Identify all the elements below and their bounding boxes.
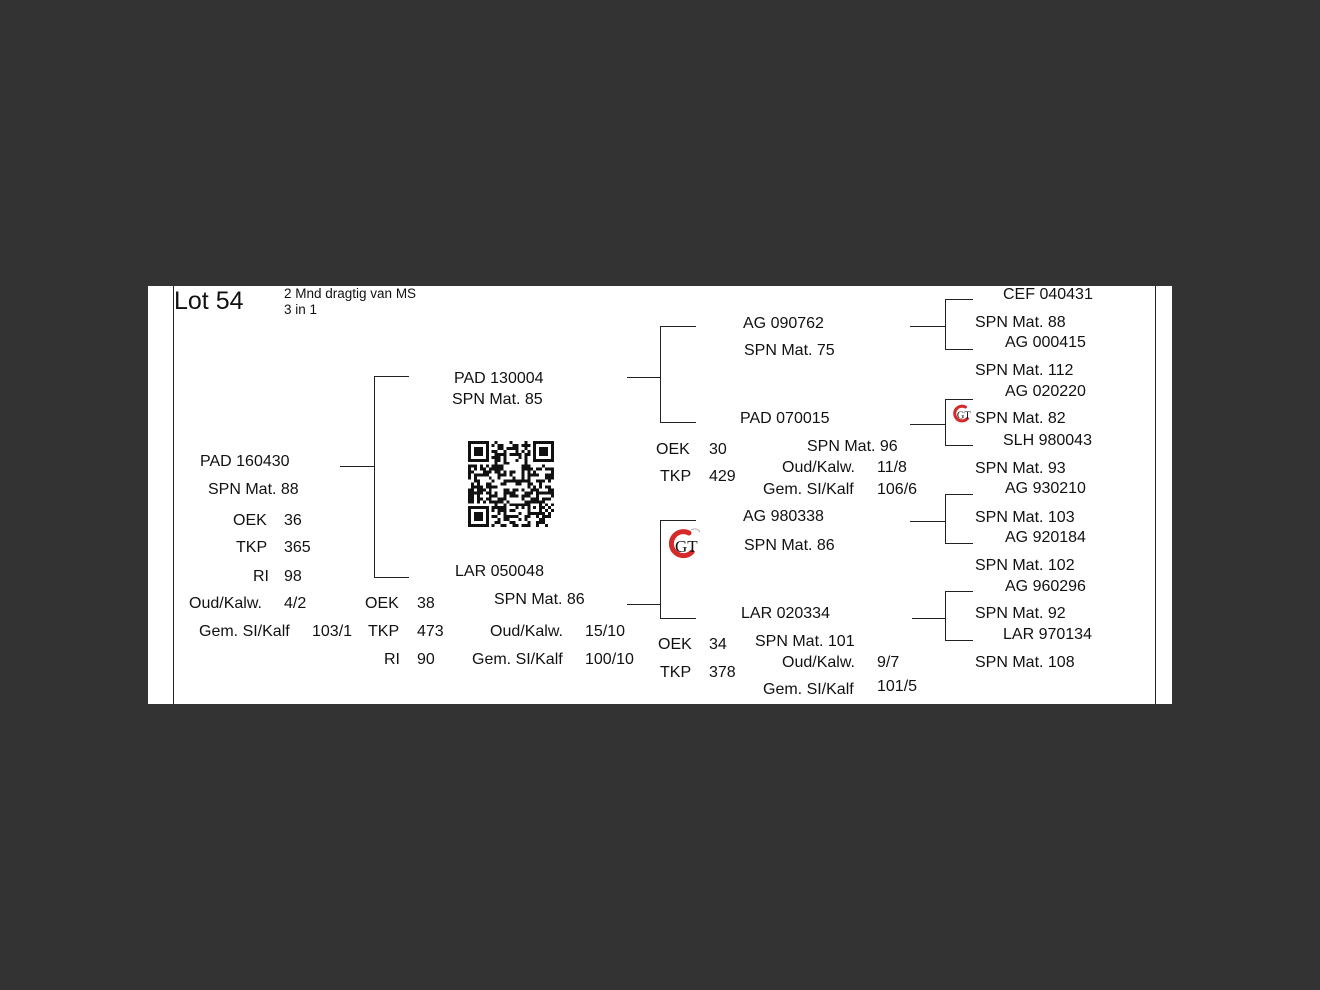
gen4-entry-id: AG 930210 [1005,480,1086,497]
dam-oudkalw-label: Oud/Kalw. [490,623,563,640]
sire-sire-id: AG 090762 [743,315,824,332]
gen4-entry-spn: SPN Mat. 93 [975,460,1066,477]
g3-dam-dam-bracket-bottom [945,640,973,641]
animal-tkp-label: TKP [236,539,268,556]
dam-dam-oek-label: OEK [658,636,692,653]
dam-dam-oudkalw-label: Oud/Kalw. [782,654,855,671]
dam-ri-value: 90 [417,651,435,668]
g3-sire-sire-bracket-top [945,299,973,300]
sire-bracket-vertical [660,326,661,423]
dam-dam-gemsi-value: 101/5 [877,678,918,695]
svg-text:GT: GT [675,537,698,556]
gen4-entry-id: AG 020220 [1005,383,1086,400]
gen2-bracket-bottom [374,577,409,578]
dam-bracket-bottom [660,618,696,619]
dam-tkp-value: 473 [417,623,444,640]
gen2-bracket-top [374,376,409,377]
g3-dam-dam-connector [912,618,945,619]
sire-spn: SPN Mat. 85 [452,391,543,408]
dam-dam-oudkalw-value: 9/7 [877,654,900,671]
g3-sire-dam-bracket-bottom [945,445,973,446]
dam-sire-id: AG 980338 [743,508,824,525]
sire-dam-tkp-value: 429 [709,468,736,485]
dam-dam-gemsi-label: Gem. SI/Kalf [763,681,854,698]
dam-ri-label: RI [384,651,400,668]
dam-spn: SPN Mat. 86 [494,591,585,608]
dam-sire-spn: SPN Mat. 86 [744,537,835,554]
sire-dam-oek-label: OEK [656,441,690,458]
sire-dam-id: PAD 070015 [740,410,830,427]
animal-id: PAD 160430 [200,453,290,470]
animal-oudkalw-value: 4/2 [284,595,307,612]
animal-oek-label: OEK [233,512,267,529]
frame-left-line [173,286,174,704]
lot-number: Lot 54 [174,287,244,315]
dam-dam-tkp-value: 378 [709,664,736,681]
gen4-entry-id: AG 960296 [1005,578,1086,595]
gt-logo-icon [952,402,974,428]
g3-dam-sire-bracket-top [945,494,973,495]
sire-dam-gemsi-label: Gem. SI/Kalf [763,481,854,498]
g3-dam-dam-bracket-vertical [945,591,946,641]
g3-sire-dam-bracket-vertical [945,399,946,446]
g3-dam-sire-connector [910,521,945,522]
animal-connector [340,466,374,467]
gen4-entry-id: SLH 980043 [1003,432,1092,449]
sire-dam-oudkalw-label: Oud/Kalw. [782,459,855,476]
gen4-entry-spn: SPN Mat. 103 [975,509,1075,526]
sire-dam-gemsi-value: 106/6 [877,481,918,498]
pedigree-sheet [148,286,1172,704]
sire-dam-tkp-label: TKP [660,468,692,485]
dam-id: LAR 050048 [455,563,544,580]
gen4-entry-id: LAR 970134 [1003,626,1092,643]
animal-ri-value: 98 [284,568,302,585]
gt-logo-icon [667,526,703,566]
gen4-entry-id: AG 000415 [1005,334,1086,351]
dam-oek-label: OEK [365,595,399,612]
gen4-entry-spn: SPN Mat. 102 [975,557,1075,574]
g3-dam-sire-bracket-vertical [945,494,946,544]
dam-gemsi-value: 100/10 [585,651,634,668]
frame-right-line [1155,286,1156,704]
animal-gemsi-value: 103/1 [312,623,353,640]
dam-bracket-top [660,520,696,521]
g3-sire-dam-connector [910,424,945,425]
gen4-entry-spn: SPN Mat. 92 [975,605,1066,622]
gen2-bracket-vertical [374,376,375,578]
sire-dam-oek-value: 30 [709,441,727,458]
dam-oek-value: 38 [417,595,435,612]
gen4-entry-spn: SPN Mat. 108 [975,654,1075,671]
lot-note-line1: 2 Mnd dragtig van MS [284,286,417,301]
svg-text:GT: GT [956,410,971,422]
gen4-entry-id: AG 920184 [1005,529,1086,546]
sire-id: PAD 130004 [454,370,544,387]
gen4-entry-id: CEF 040431 [1003,286,1093,303]
animal-ri-label: RI [253,568,269,585]
dam-dam-spn: SPN Mat. 101 [755,633,855,650]
animal-gemsi-label: Gem. SI/Kalf [199,623,290,640]
sire-bracket-bottom [660,422,696,423]
gen4-entry-spn: SPN Mat. 112 [975,362,1074,379]
sire-dam-oudkalw-value: 11/8 [877,459,907,476]
dam-bracket-vertical [660,520,661,619]
sire-dam-spn: SPN Mat. 96 [807,438,898,455]
lot-note-line2: 3 in 1 [284,302,318,317]
animal-oudkalw-label: Oud/Kalw. [189,595,262,612]
qr-code [468,441,554,527]
dam-connector [627,604,660,605]
animal-spn: SPN Mat. 88 [208,481,299,498]
g3-dam-sire-bracket-bottom [945,543,973,544]
gen4-entry-spn: SPN Mat. 88 [975,314,1066,331]
dam-dam-tkp-label: TKP [660,664,692,681]
dam-tkp-label: TKP [368,623,400,640]
gen4-entry-spn: SPN Mat. 82 [975,410,1066,427]
g3-sire-sire-bracket-vertical [945,299,946,350]
sire-bracket-top [660,326,696,327]
g3-sire-dam-bracket-top [945,399,973,400]
g3-sire-sire-bracket-bottom [945,349,973,350]
dam-dam-oek-value: 34 [709,636,727,653]
dam-oudkalw-value: 15/10 [585,623,626,640]
animal-oek-value: 36 [284,512,302,529]
dam-gemsi-label: Gem. SI/Kalf [472,651,563,668]
dam-dam-id: LAR 020334 [741,605,830,622]
g3-dam-dam-bracket-top [945,591,973,592]
sire-connector [627,377,660,378]
animal-tkp-value: 365 [284,539,311,556]
sire-sire-spn: SPN Mat. 75 [744,342,835,359]
g3-sire-sire-connector [910,326,945,327]
